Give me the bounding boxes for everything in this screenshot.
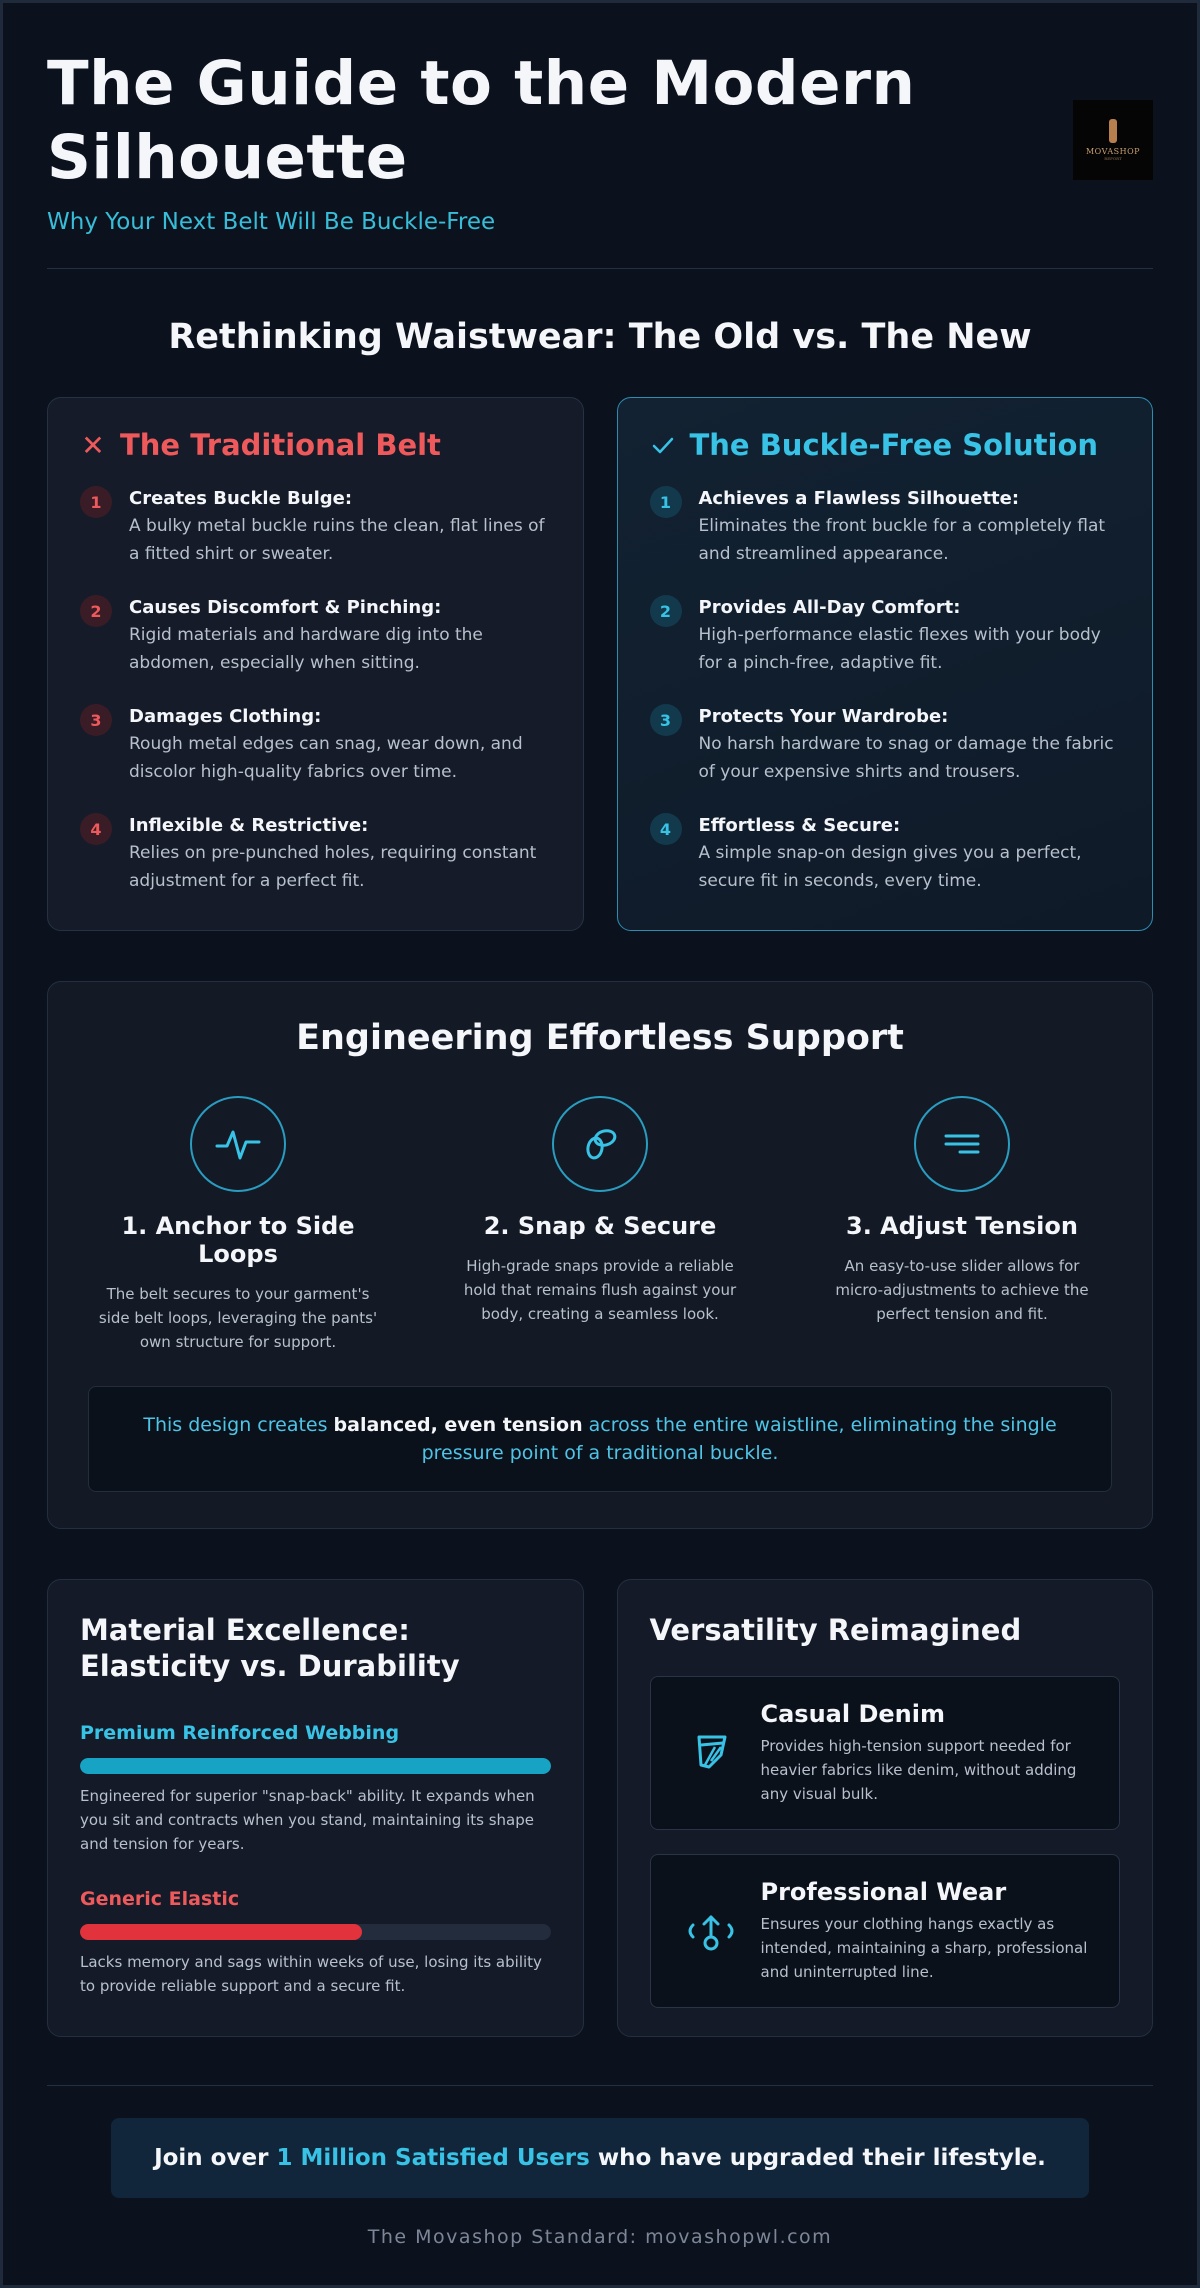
cta-post: who have upgraded their lifestyle.: [597, 2145, 1046, 2171]
cta-highlight: 1 Million Satisfied Users: [276, 2145, 590, 2171]
page-title: The Guide to the Modern Silhouette: [47, 48, 916, 193]
feature-text: [761, 1700, 1096, 1806]
feature-description: Provides high-tension support needed for heavier fabrics like denim, without adding any visual bulk.: [760, 1737, 1077, 1803]
engineering-title: Engineering Effortless Support: [296, 1018, 904, 1058]
item-text: [129, 813, 551, 895]
traditional-belt-list: [80, 486, 551, 895]
material-description: Lacks memory and sags within weeks of use, losing its ability to provide reliable support and a secure fit.: [80, 1953, 542, 1995]
x-icon: ✕: [81, 428, 105, 462]
item-text: [129, 486, 551, 568]
item-title: Provides All-Day Comfort:: [698, 597, 961, 618]
buckle-free-title: The Buckle-Free Solution: [689, 428, 1099, 462]
buckle-free-card: [617, 397, 1154, 931]
bottom-section: [47, 1579, 1153, 2037]
logo-tag: REPORT: [1104, 156, 1122, 161]
list-item: [650, 813, 1121, 895]
item-description: High-performance elastic flexes with your body for a pinch-free, adaptive fit.: [698, 625, 1101, 673]
list-item: [80, 595, 551, 677]
callout-pre: This design creates: [143, 1414, 334, 1436]
callout-post: across the entire waistline, eliminating the single pressure point of a traditional buckle.: [421, 1414, 1057, 1464]
engineering-section: [47, 981, 1153, 1529]
item-title: Causes Discomfort & Pinching:: [129, 597, 442, 618]
item-title: Damages Clothing:: [129, 706, 322, 727]
versatility-panel: [617, 1579, 1154, 2037]
material-webbing: [80, 1722, 551, 1856]
item-number: 3: [650, 704, 682, 736]
comparison-title: Rethinking Waistwear: The Old vs. The New: [168, 317, 1032, 357]
pulse-icon: [190, 1096, 286, 1192]
step-title: 1. Anchor to Side Loops: [121, 1212, 355, 1268]
item-text: [129, 704, 551, 786]
item-description: No harsh hardware to snag or damage the fabric of your expensive shirts and trousers.: [698, 734, 1114, 782]
link-icon: [552, 1096, 648, 1192]
footer-divider: [47, 2085, 1153, 2086]
material-bar-fill: [80, 1924, 362, 1940]
item-number: 1: [650, 486, 682, 518]
item-description: Rough metal edges can snag, wear down, and discolor high-quality fabrics over time.: [129, 734, 523, 782]
traditional-belt-heading: [80, 428, 551, 462]
traditional-belt-card: [47, 397, 584, 931]
cta-pre: Join over: [154, 2145, 269, 2171]
traditional-belt-title: The Traditional Belt: [120, 428, 441, 462]
item-text: [699, 813, 1121, 895]
callout-text: [117, 1411, 1083, 1467]
engineering-steps: [88, 1096, 1112, 1354]
item-text: [129, 595, 551, 677]
brand-logo: [1073, 100, 1153, 180]
logo-word: MOVASHOP: [1085, 147, 1141, 156]
item-number: 2: [80, 595, 112, 627]
step-description: High-grade snaps provide a reliable hold that remains flush against your body, creating a seamless look.: [463, 1257, 737, 1323]
lines-icon: [914, 1096, 1010, 1192]
feature-title: Professional Wear: [760, 1878, 1007, 1906]
buckle-free-list: [650, 486, 1121, 895]
footer-standard: The Movashop Standard: movashopwl.com: [367, 2226, 833, 2248]
item-description: Eliminates the front buckle for a completely flat and streamlined appearance.: [698, 516, 1106, 564]
material-bar: [80, 1924, 551, 1940]
material-description: Engineered for superior "snap-back" ability. It expands when you sit and contracts when you stand, maintaining its shape and tension for years.: [80, 1787, 535, 1853]
step-anchor: [88, 1096, 388, 1354]
material-label: Premium Reinforced Webbing: [80, 1722, 400, 1744]
materials-panel: [47, 1579, 584, 2037]
item-number: 2: [650, 595, 682, 627]
feature-professional-wear: [650, 1854, 1121, 2008]
material-generic-elastic: [80, 1888, 551, 1998]
users-banner: [111, 2118, 1089, 2198]
feature-casual-denim: [650, 1676, 1121, 1830]
item-text: [699, 486, 1121, 568]
step-title: 2. Snap & Secure: [483, 1212, 717, 1240]
logo-mark-icon: [1109, 119, 1117, 143]
item-text: [699, 595, 1121, 677]
step-description: The belt secures to your garment's side belt loops, leveraging the pants' own structure for support.: [98, 1285, 378, 1351]
material-bar: [80, 1758, 551, 1774]
step-snap: [450, 1096, 750, 1354]
list-item: [650, 704, 1121, 786]
list-item: [80, 704, 551, 786]
item-number: 4: [650, 813, 682, 845]
callout-bold: balanced, even tension: [333, 1414, 583, 1436]
item-description: Relies on pre-punched holes, requiring constant adjustment for a perfect fit.: [129, 843, 537, 891]
item-description: Rigid materials and hardware dig into the abdomen, especially when sitting.: [129, 625, 483, 673]
step-adjust: [812, 1096, 1112, 1354]
item-title: Inflexible & Restrictive:: [129, 815, 369, 836]
versatility-title: Versatility Reimagined: [649, 1613, 1022, 1647]
denim-icon: [675, 1731, 747, 1775]
item-title: Protects Your Wardrobe:: [698, 706, 949, 727]
header: [47, 3, 1153, 269]
tie-icon: [675, 1905, 747, 1957]
item-title: Achieves a Flawless Silhouette:: [698, 488, 1020, 509]
list-item: [80, 813, 551, 895]
item-text: [699, 704, 1121, 786]
material-label: Generic Elastic: [80, 1888, 240, 1910]
material-bar-fill: [80, 1758, 551, 1774]
list-item: [650, 486, 1121, 568]
item-number: 4: [80, 813, 112, 845]
list-item: [80, 486, 551, 568]
materials-title: Material Excellence: Elasticity vs. Durability: [80, 1613, 460, 1683]
feature-description: Ensures your clothing hangs exactly as intended, maintaining a sharp, professional and uninterrupted line.: [760, 1915, 1088, 1981]
item-number: 1: [80, 486, 112, 518]
comparison-section: [47, 397, 1153, 931]
list-item: [650, 595, 1121, 677]
item-number: 3: [80, 704, 112, 736]
step-description: An easy-to-use slider allows for micro-adjustments to achieve the perfect tension and fit.: [835, 1257, 1089, 1323]
tension-callout: [88, 1386, 1112, 1492]
check-icon: [650, 429, 676, 462]
page-subtitle: Why Your Next Belt Will Be Buckle-Free: [47, 209, 496, 235]
item-description: A bulky metal buckle ruins the clean, flat lines of a fitted shirt or sweater.: [129, 516, 545, 564]
item-description: A simple snap-on design gives you a perfect, secure fit in seconds, every time.: [698, 843, 1082, 891]
step-title: 3. Adjust Tension: [846, 1212, 1078, 1240]
buckle-free-heading: [650, 428, 1121, 462]
feature-title: Casual Denim: [760, 1700, 945, 1728]
item-title: Creates Buckle Bulge:: [129, 488, 353, 509]
feature-text: [761, 1878, 1096, 1984]
item-title: Effortless & Secure:: [698, 815, 901, 836]
